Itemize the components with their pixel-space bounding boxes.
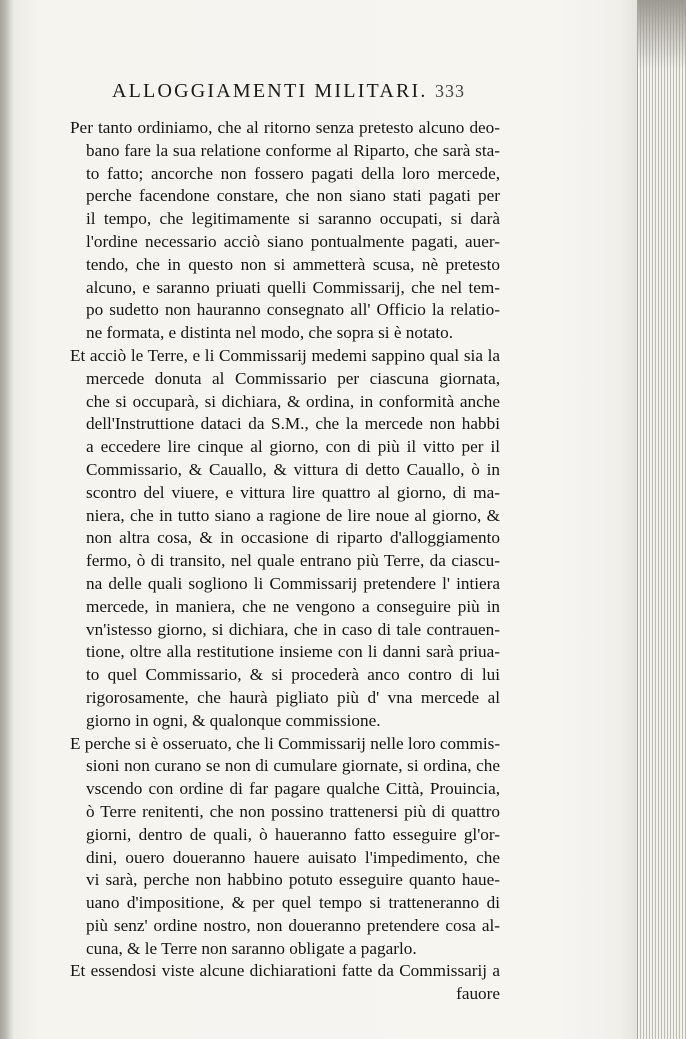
text-line: E perche si è osseruato, che li Commissarij nelle loro commis-	[70, 733, 501, 753]
paragraph	[70, 960, 500, 983]
text-line: tendo, che in questo non si ammetterà scusa, nè pretesto	[86, 254, 500, 274]
text-line: po sudetto non hauranno consegnato all' Officio la relatio-	[86, 300, 500, 320]
catchword: fauore	[456, 984, 500, 1004]
page-edge-stack	[637, 0, 686, 1039]
text-line: non altra cosa, & in occasione di riparto d'alloggiamento	[86, 528, 500, 548]
text-line: uano d'impositione, & per quel tempo si tratteneranno di	[86, 893, 500, 913]
paragraph	[70, 345, 500, 733]
paragraph-list	[70, 117, 500, 983]
text-line: tione, oltre alla restitutione insieme con li danni sarà priua-	[86, 642, 500, 662]
text-line: Et acciò le Terre, e li Commissarij medemi sappino qual sia la	[70, 345, 500, 365]
text-line: che si occuparà, si dichiara, & ordina, in conformità anche	[86, 391, 500, 411]
running-title: ALLOGGIAMENTI MILITARI.	[112, 80, 428, 102]
text-line: Et essendosi viste alcune dichiarationi fatte da Commissarij a	[70, 961, 500, 981]
text-line: dell'Instruttione dataci da S.M., che la mercede non habbi	[86, 414, 500, 434]
running-head	[112, 80, 572, 110]
text-line: mercede, in maniera, che ne vengono a conseguire più in	[86, 596, 500, 616]
text-line: a eccedere lire cinque al giorno, con di più il vitto per il	[86, 437, 500, 457]
text-line: vi sarà, perche non habbino potuto esseguire quanto haue-	[86, 870, 500, 890]
text-line: giorni, dentro de quali, ò haueranno fatto esseguire gl'or-	[86, 824, 500, 844]
text-block	[70, 117, 500, 1006]
text-line: ne formata, e distinta nel modo, che sopra si è notato.	[86, 323, 454, 343]
text-line: ò Terre renitenti, che non possino trattenersi più di quattro	[86, 801, 500, 821]
text-line: rigorosamente, che haurà pigliato più d' vna mercede al	[86, 687, 500, 707]
text-line: mercede donuta al Commissario per ciascuna giornata,	[86, 368, 500, 388]
text-line: scontro del viuere, e vittura lire quattro al giorno, di ma-	[86, 482, 500, 502]
text-line: perche facendone constare, che non siano stati pagati per	[86, 186, 500, 206]
text-line: to quel Commissario, & si procederà anco contro di lui	[86, 665, 500, 685]
text-line: na delle quali sogliono li Commissarij pretendere l' intiera	[86, 573, 500, 593]
gutter-shadow	[0, 0, 14, 1039]
text-line: vn'istesso giorno, si dichiara, che in caso di tale contrauen-	[86, 619, 500, 639]
text-line: Commissario, & Cauallo, & vittura di detto Cauallo, ò in	[86, 459, 500, 479]
text-line: più senz' ordine nostro, non doueranno pretendere cosa al-	[86, 915, 500, 935]
text-line: fermo, ò di transito, nel quale entrano più Terre, da ciascu-	[86, 551, 500, 571]
text-line: il tempo, che legitimamente si saranno occupati, si darà	[86, 209, 500, 229]
text-line: bano fare la sua relatione conforme al Riparto, che sarà sta-	[86, 140, 500, 160]
text-line: to fatto; ancorche non fossero pagati della loro mercede,	[86, 163, 500, 183]
page-number: 333	[435, 81, 465, 101]
paragraph	[70, 733, 500, 961]
text-line: dini, ouero doueranno hauere auisato l'impedimento, che	[86, 847, 500, 867]
paragraph	[70, 117, 500, 345]
text-line: cuna, & le Terre non saranno obligate a pagarlo.	[86, 938, 417, 958]
text-line: l'ordine necessario acciò siano pontualmente pagati, auer-	[86, 231, 500, 251]
text-line: sioni non curano se non di cumulare giornate, si ordina, che	[86, 756, 500, 776]
text-line: vscendo con ordine di far pagare qualche Città, Prouincia,	[86, 779, 500, 799]
text-line: niera, che in tutto siano a ragione de lire noue al giorno, &	[86, 505, 500, 525]
text-line: alcuno, e saranno priuati quelli Commissarij, che nel tem-	[86, 277, 500, 297]
text-line: giorno in ogni, & qualonque commissione.	[86, 710, 381, 730]
text-line: Per tanto ordiniamo, che al ritorno senza pretesto alcuno deo-	[70, 118, 500, 137]
